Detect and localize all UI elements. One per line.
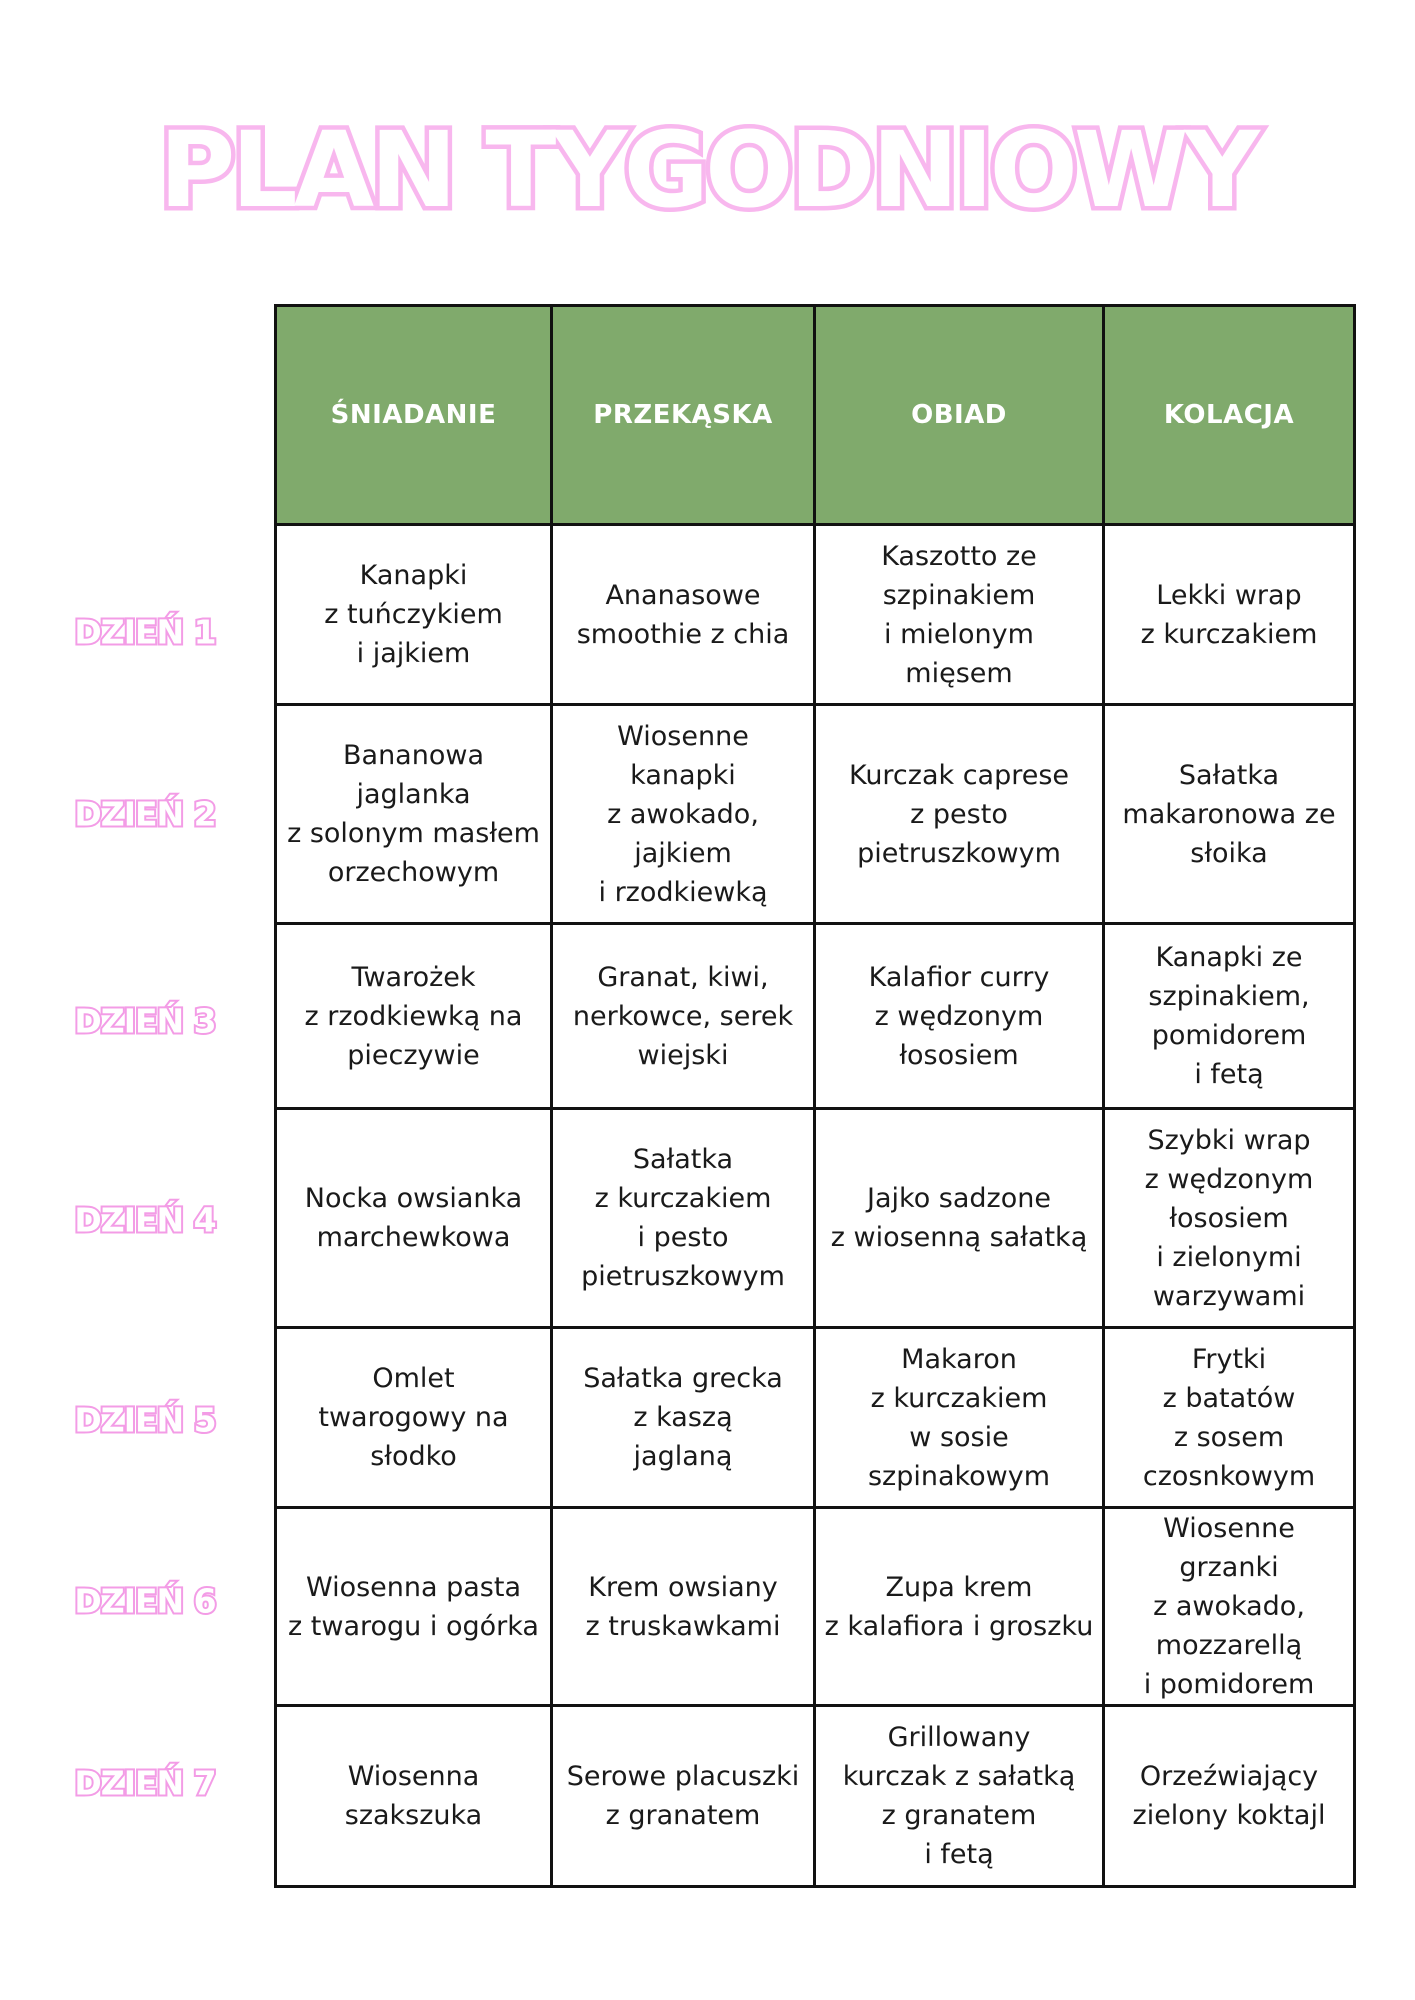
table-row [276, 1328, 1355, 1508]
day-label-5: DZIEŃ 5 [74, 1400, 216, 1440]
meal-cell [276, 1508, 552, 1706]
meal-cell [276, 924, 552, 1109]
meal-cell [1104, 1706, 1355, 1887]
meal-cell [552, 525, 815, 705]
meal-cell [1104, 525, 1355, 705]
day-label-1: DZIEŃ 1 [74, 612, 216, 652]
meal-cell [815, 1508, 1104, 1706]
meal-text: Kaszotto ze szpinakiem i mielonym mięsem [881, 540, 1037, 689]
meal-cell [276, 1706, 552, 1887]
meal-text: Bananowa jaglanka z solonym masłem orzechowym [287, 740, 540, 888]
day-label-4: DZIEŃ 4 [74, 1200, 216, 1240]
column-header-lunch: OBIAD [815, 306, 1104, 525]
meal-cell [815, 705, 1104, 924]
meal-text: Twarożek z rzodkiewką na pieczywie [304, 961, 523, 1071]
meal-text: Granat, kiwi, nerkowce, serek wiejski [572, 961, 794, 1071]
day-label-7: DZIEŃ 7 [74, 1763, 216, 1803]
meal-cell [1104, 1508, 1355, 1706]
meal-text: Lekki wrap z kurczakiem [1140, 579, 1318, 650]
meal-text: Grillowany kurczak z sałatką z granatem i fetą [842, 1722, 1076, 1870]
table-row [276, 1109, 1355, 1328]
meal-text: Omlet twarogowy na słodko [318, 1363, 509, 1472]
day-label-3: DZIEŃ 3 [74, 1001, 216, 1041]
header-row [276, 306, 1355, 525]
column-header-breakfast: ŚNIADANIE [276, 306, 552, 525]
meal-text: Orzeźwiający zielony koktajl [1132, 1761, 1326, 1831]
meal-text: Wiosenna szakszuka [344, 1761, 483, 1831]
meal-cell [552, 1508, 815, 1706]
table-row [276, 1706, 1355, 1887]
meal-cell [815, 1328, 1104, 1508]
meal-text: Zupa krem z kalafiora i groszku [824, 1571, 1094, 1642]
meal-text: Wiosenna pasta z twarogu i ogórka [288, 1571, 539, 1642]
meal-cell [815, 924, 1104, 1109]
meal-text: Sałatka grecka z kaszą jaglaną [583, 1363, 783, 1472]
meal-text: Wiosenne grzanki z awokado, mozzarellą i pomidorem [1143, 1513, 1315, 1700]
meal-text: Sałatka makaronowa ze słoika [1122, 759, 1336, 869]
table-row [276, 705, 1355, 924]
day-label-2: DZIEŃ 2 [74, 794, 216, 834]
meal-cell [552, 1706, 815, 1887]
meal-text: Serowe placuszki z granatem [566, 1761, 800, 1831]
meal-cell [1104, 1109, 1355, 1328]
column-header-snack: PRZEKĄSKA [552, 306, 815, 525]
day-label-6: DZIEŃ 6 [74, 1581, 216, 1621]
meal-cell [552, 1328, 815, 1508]
meal-cell [815, 1109, 1104, 1328]
meal-cell [552, 924, 815, 1109]
meal-cell [815, 1706, 1104, 1887]
meal-text: Jajko sadzone z wiosenną sałatką [830, 1183, 1088, 1253]
meal-text: Szybki wrap z wędzonym łososiem i zielonymi warzywami [1144, 1124, 1314, 1312]
meal-cell [276, 1328, 552, 1508]
column-header-dinner: KOLACJA [1104, 306, 1355, 525]
meal-text: Kanapki z tuńczykiem i jajkiem [324, 560, 503, 669]
meal-cell [552, 1109, 815, 1328]
meal-plan-table [274, 304, 1356, 1888]
meal-cell [276, 525, 552, 705]
meal-text: Krem owsiany z truskawkami [585, 1571, 781, 1642]
table-row [276, 525, 1355, 705]
meal-cell [1104, 1328, 1355, 1508]
meal-text: Ananasowe smoothie z chia [576, 579, 790, 650]
meal-text: Kalafior curry z wędzonym łososiem [868, 961, 1050, 1071]
meal-text: Nocka owsianka marchewkowa [304, 1183, 523, 1253]
meal-cell [276, 705, 552, 924]
meal-cell [276, 1109, 552, 1328]
meal-text: Wiosenne kanapki z awokado, jajkiem i rzodkiewką [598, 720, 768, 908]
page-title: PLAN TYGODNIOWY [159, 109, 1256, 231]
meal-text: Frytki z batatów z sosem czosnkowym [1142, 1343, 1316, 1492]
meal-cell [1104, 705, 1355, 924]
table-row [276, 924, 1355, 1109]
meal-text: Kurczak caprese z pesto pietruszkowym [848, 759, 1070, 869]
meal-cell [815, 525, 1104, 705]
table-row [276, 1508, 1355, 1706]
meal-text: Makaron z kurczakiem w sosie szpinakowym [867, 1343, 1051, 1492]
meal-cell [1104, 924, 1355, 1109]
meal-text: Kanapki ze szpinakiem, pomidorem i fetą [1148, 942, 1310, 1090]
meal-cell [552, 705, 815, 924]
meal-text: Sałatka z kurczakiem i pesto pietruszkowym [581, 1144, 785, 1292]
